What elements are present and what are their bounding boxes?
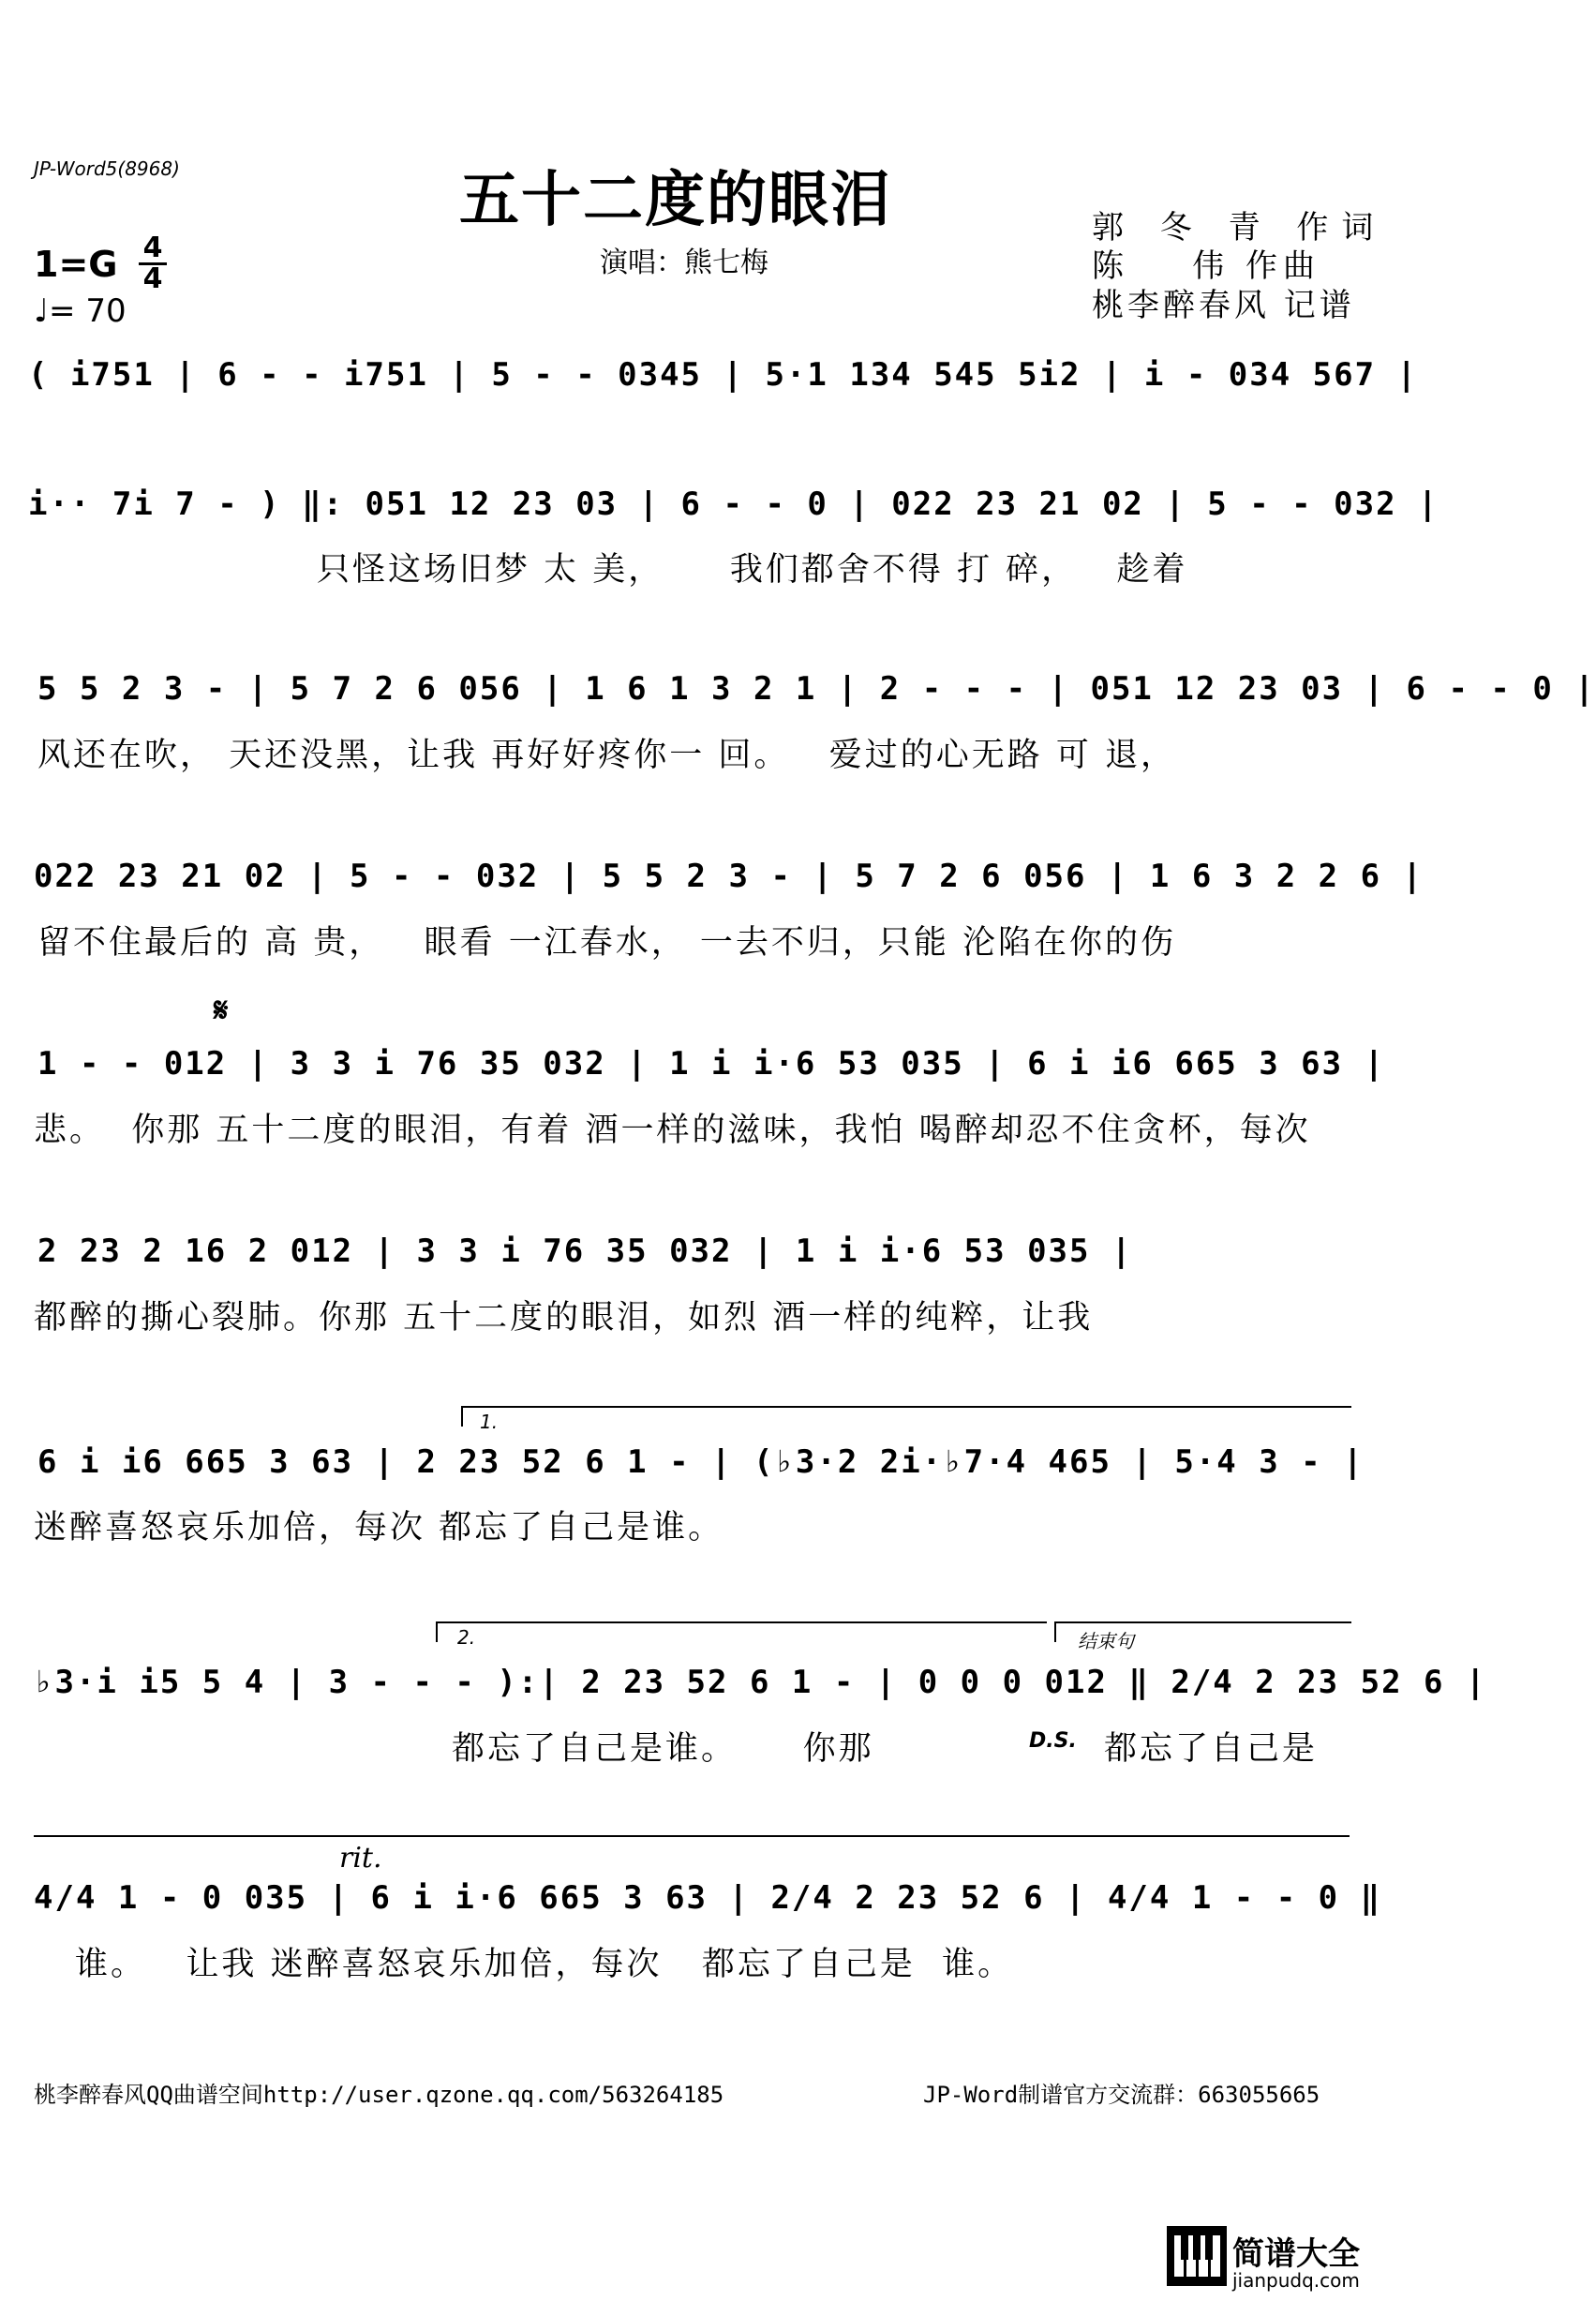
tempo-marking: ♩= 70 — [34, 292, 127, 330]
logo-name: 简谱大全 — [1232, 2235, 1360, 2273]
volta-2-label: 2. — [457, 1626, 476, 1649]
ritardando-marking: rit. — [339, 1842, 382, 1875]
score-line-6: 2 23 2 16 2 012 | 3 3 i 76 35 032 | 1 i i·6 53 035 | — [37, 1233, 1133, 1270]
lyrics-line-7: 迷醉喜怒哀乐加倍，每次 都忘了自己是谁。 — [34, 1509, 724, 1546]
song-title: 五十二度的眼泪 — [459, 165, 892, 235]
lyrics-line-8-end: 都忘了自己是 — [1104, 1730, 1319, 1768]
piano-keys-icon — [1167, 2226, 1227, 2286]
lyrics-line-6: 都醉的撕心裂肺。你那 五十二度的眼泪，如烈 酒一样的纯粹，让我 — [34, 1299, 1094, 1337]
lyrics-line-4: 留不住最后的 高 贵， 眼看 一江春水， 一去不归，只能 沦陷在你的伤 — [37, 924, 1177, 962]
score-line-2: i·· 7i 7 - ) ‖: 051 12 23 03 | 6 - - 0 | 022 23 21 02 | 5 - - 032 | — [28, 486, 1439, 523]
lyrics-line-3: 风还在吹， 天还没黑，让我 再好好疼你一 回。 爱过的心无路 可 退， — [37, 737, 1177, 774]
lyricist-credit: 郭 冬 青 作词 — [1092, 209, 1387, 247]
dal-segno-marking: D.S. — [1029, 1729, 1077, 1753]
lyrics-line-2: 只怪这场旧梦 太 美， 我们都舍不得 打 碎， 趁着 — [317, 551, 1188, 589]
volta-1-label: 1. — [480, 1411, 499, 1433]
lyrics-line-5: 悲。 你那 五十二度的眼泪，有着 酒一样的滋味，我怕 喝醉却忍不住贪杯，每次 — [34, 1112, 1311, 1149]
site-logo[interactable] — [1167, 2226, 1378, 2296]
score-line-9: 4/4 1 - 0 035 | 6 i i·6 665 3 63 | 2/4 2 23 52 6 | 4/4 1 - - 0 ‖ — [34, 1879, 1382, 1917]
time-top: 4 — [142, 232, 163, 264]
key-signature: 1=G — [34, 244, 118, 285]
lyrics-line-8: 都忘了自己是谁。 你那 — [452, 1730, 874, 1768]
score-line-8: ♭3·i i5 5 4 | 3 - - - ):| 2 23 52 6 1 - | 0 0 0 012 ‖ 2/4 2 23 52 6 | — [34, 1664, 1487, 1701]
transcriber-credit: 桃李醉春风 记谱 — [1092, 287, 1355, 324]
score-line-3: 5 5 2 3 - | 5 7 2 6 056 | 1 6 1 3 2 1 | 2 - - - | 051 12 23 03 | 6 - - 0 | — [37, 670, 1596, 708]
score-line-5: 1 - - 012 | 3 3 i 76 35 032 | 1 i i·6 53 035 | 6 i i6 665 3 63 | — [37, 1045, 1386, 1083]
time-bottom: 4 — [139, 262, 167, 293]
singer-credit: 演唱：熊七梅 — [600, 247, 768, 279]
lyrics-line-9: 谁。 让我 迷醉喜怒哀乐加倍，每次 都忘了自己是 谁。 — [75, 1946, 1014, 1983]
volta-1-bracket — [461, 1406, 1351, 1427]
logo-url: jianpudq.com — [1232, 2269, 1360, 2292]
segno-sign: 𝄋 — [214, 992, 229, 1030]
time-signature — [139, 234, 167, 293]
score-line-4: 022 23 21 02 | 5 - - 032 | 5 5 2 3 - | 5 7 2 6 056 | 1 6 3 2 2 6 | — [34, 858, 1424, 895]
line-9-bracket — [34, 1835, 1350, 1837]
volta-2-bracket — [436, 1621, 1047, 1642]
footer-group-info: JP-Word制谱官方交流群：663055665 — [923, 2082, 1320, 2108]
software-label: JP-Word5(8968) — [34, 157, 180, 180]
ending-label: 结束句 — [1078, 1630, 1134, 1652]
footer-source-link[interactable]: 桃李醉春风QQ曲谱空间http://user.qzone.qq.com/563264185 — [34, 2082, 724, 2108]
composer-credit: 陈 伟 作曲 — [1092, 247, 1321, 285]
score-line-7: 6 i i6 665 3 63 | 2 23 52 6 1 - | (♭3·2 2i·♭7·4 465 | 5·4 3 - | — [37, 1443, 1365, 1481]
score-line-1: ( i751 | 6 - - i751 | 5 - - 0345 | 5·1 134 545 5i2 | i - 034 567 | — [28, 356, 1419, 394]
